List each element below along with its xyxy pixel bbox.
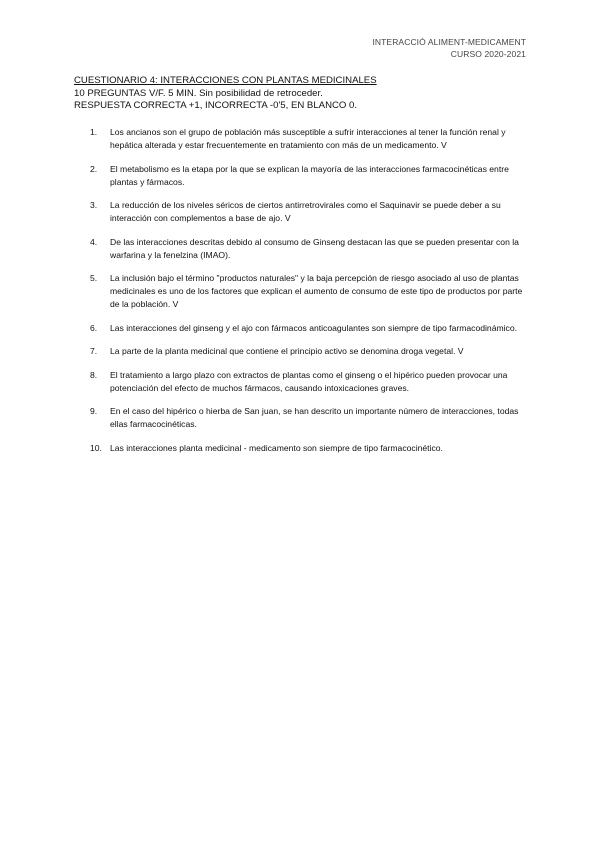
question-number: 8. — [90, 369, 98, 380]
question-number: 5. — [90, 273, 98, 283]
question-item — [74, 345, 534, 358]
question-item — [74, 272, 534, 311]
question-item — [74, 199, 534, 225]
question-text: De las interacciones descritas debido al consumo de Ginseng destacan las que se pueden presentar con la warfarina y la fenelzina (IMAO). — [110, 236, 519, 260]
question-item — [74, 442, 534, 455]
question-text: El tratamiento a largo plazo con extractos de plantas como el ginseng o el hipérico pueden provocar una potenciación del efecto de muchos fármacos, causando intoxicaciones graves. — [110, 369, 508, 393]
question-text: En el caso del hipérico o hierba de San juan, se han descrito un importante número de interacciones, todas ellas farmacocinéticas. — [110, 406, 519, 429]
quiz-scoring: RESPUESTA CORRECTA +1, INCORRECTA -0'5, EN BLANCO 0. — [74, 100, 358, 112]
question-text: Los ancianos son el grupo de población más susceptible a sufrir interacciones al tener la función renal y hepática alterada y estar frecuentemente en tratamiento con más de un medicamento. V — [110, 127, 506, 150]
question-number: 10. — [90, 442, 102, 453]
question-text: La reducción de los niveles séricos de ciertos antirretrovirales como el Saquinavir se puede deber a su interacción con complementos a base de ajo. V — [110, 200, 501, 223]
question-item — [74, 369, 534, 395]
header-course-year: CURSO 2020-2021 — [450, 49, 526, 59]
question-item — [74, 126, 534, 152]
question-text: La parte de la planta medicinal que contiene el principio activo se denomina droga vegetal. V — [110, 346, 464, 356]
question-text: Las interacciones del ginseng y el ajo con fármacos anticoagulantes son siempre de tipo farmacodinámico. — [110, 322, 517, 333]
question-text: La inclusión bajo el término "productos naturales" y la baja percepción de riesgo asociado al uso de plantas medicinales es uno de los factores que explican el aumento de consumo de este tipo de productos por parte de la población. V — [110, 273, 523, 309]
question-number: 3. — [90, 200, 98, 210]
question-number: 1. — [90, 127, 98, 137]
question-number: 7. — [90, 346, 98, 356]
header-course-name: INTERACCIÓ ALIMENT-MEDICAMENT — [372, 37, 526, 47]
question-number: 9. — [90, 406, 98, 416]
quiz-title: CUESTIONARIO 4: INTERACCIONES CON PLANTAS MEDICINALES — [74, 75, 377, 86]
question-item — [74, 322, 534, 335]
quiz-instructions: 10 PREGUNTAS V/F. 5 MIN. Sin posibilidad de retroceder. — [74, 87, 323, 99]
question-item — [74, 405, 534, 431]
document-header — [372, 36, 526, 60]
question-number: 4. — [90, 236, 98, 247]
quiz-intro — [74, 75, 534, 113]
question-number: 6. — [90, 322, 98, 333]
question-item — [74, 163, 534, 189]
question-number: 2. — [90, 163, 98, 174]
question-text: El metabolismo es la etapa por la que se explican la mayoría de las interacciones farmacocinéticas entre plantas y fármacos. — [110, 163, 509, 187]
question-item — [74, 236, 534, 262]
question-text: Las interacciones planta medicinal - medicamento son siempre de tipo farmacocinético. — [110, 442, 443, 453]
question-list — [74, 126, 534, 455]
